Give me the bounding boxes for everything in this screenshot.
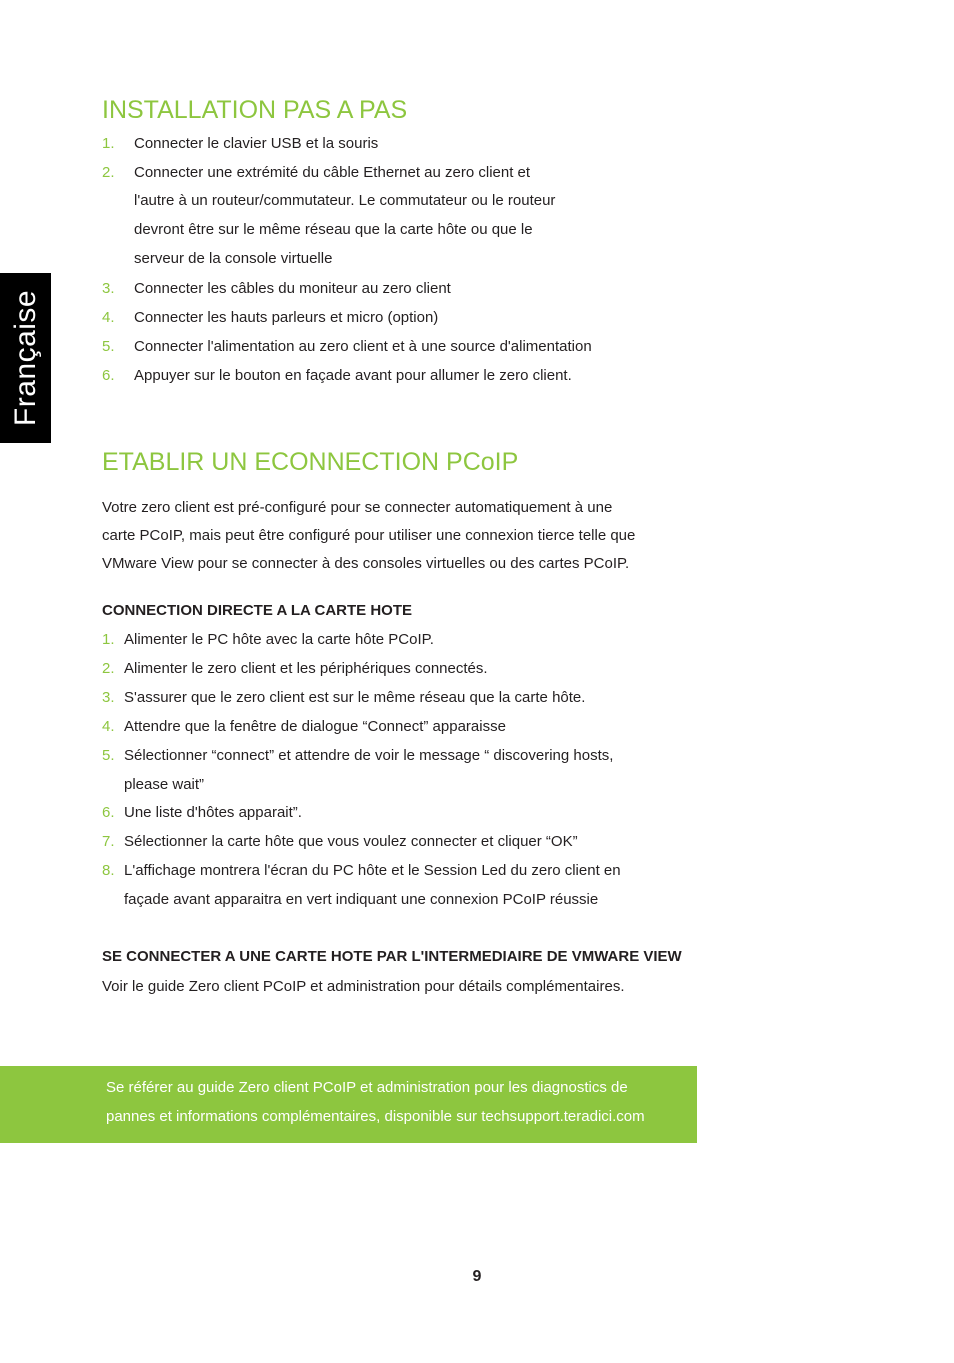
list-item-number: 7. [102, 833, 115, 850]
list-item-number: 1. [102, 135, 115, 152]
banner-line: pannes et informations complémentaires, disponible sur techsupport.teradici.com [106, 1108, 645, 1125]
list-item-continuation: l'autre à un routeur/commutateur. Le commutateur ou le routeur [134, 192, 556, 209]
list-item-number: 5. [102, 747, 115, 764]
list-item-continuation: serveur de la console virtuelle [134, 250, 333, 267]
list-item-number: 5. [102, 338, 115, 355]
section-title-installation: INSTALLATION PAS A PAS [102, 96, 408, 124]
banner-line: Se référer au guide Zero client PCoIP et administration pour les diagnostics de [106, 1079, 628, 1096]
language-tab [0, 273, 51, 443]
subsection-title-vmware: SE CONNECTER A UNE CARTE HOTE PAR L'INTERMEDIAIRE DE VMWARE VIEW [102, 948, 682, 965]
vmware-paragraph: Voir le guide Zero client PCoIP et administration pour détails complémentaires. [102, 978, 625, 995]
list-item-number: 3. [102, 280, 115, 297]
list-item: Sélectionner la carte hôte que vous voulez connecter et cliquer “OK” [124, 833, 578, 850]
list-item: Alimenter le PC hôte avec la carte hôte PCoIP. [124, 631, 434, 648]
list-item: Une liste d'hôtes apparait”. [124, 804, 302, 821]
list-item-number: 8. [102, 862, 115, 879]
subsection-title-direct: CONNECTION DIRECTE A LA CARTE HOTE [102, 602, 412, 619]
list-item: Alimenter le zero client et les périphériques connectés. [124, 660, 488, 677]
list-item-number: 2. [102, 164, 115, 181]
list-item-continuation: devront être sur le même réseau que la carte hôte ou que le [134, 221, 533, 238]
paragraph-line: VMware View pour se connecter à des consoles virtuelles ou des cartes PCoIP. [102, 555, 630, 572]
section-title-pcoip: ETABLIR UN ECONNECTION PCoIP [102, 448, 519, 476]
list-item-number: 3. [102, 689, 115, 706]
page-number: 9 [472, 1268, 482, 1285]
list-item-continuation: façade avant apparaitra en vert indiquant une connexion PCoIP réussie [124, 891, 599, 908]
list-item: Connecter les hauts parleurs et micro (option) [134, 309, 439, 326]
list-item-number: 6. [102, 804, 115, 821]
list-item: Connecter les câbles du moniteur au zero client [134, 280, 451, 297]
paragraph-line: Votre zero client est pré-configuré pour se connecter automatiquement à une [102, 499, 613, 516]
list-item-number: 6. [102, 367, 115, 384]
list-item: Sélectionner “connect” et attendre de voir le message “ discovering hosts, [124, 747, 614, 764]
list-item: S'assurer que le zero client est sur le même réseau que la carte hôte. [124, 689, 586, 706]
info-banner [0, 1066, 697, 1143]
list-item: Appuyer sur le bouton en façade avant pour allumer le zero client. [134, 367, 572, 384]
list-item: L'affichage montrera l'écran du PC hôte et le Session Led du zero client en [124, 862, 621, 879]
list-item-continuation: please wait” [124, 776, 205, 793]
list-item: Attendre que la fenêtre de dialogue “Connect” apparaisse [124, 718, 506, 735]
language-tab-label: Française [8, 289, 42, 427]
paragraph-line: carte PCoIP, mais peut être configuré pour utiliser une connexion tierce telle que [102, 527, 636, 544]
list-item-number: 1. [102, 631, 115, 648]
list-item-number: 2. [102, 660, 115, 677]
list-item: Connecter l'alimentation au zero client et à une source d'alimentation [134, 338, 592, 355]
list-item: Connecter le clavier USB et la souris [134, 135, 379, 152]
list-item: Connecter une extrémité du câble Ethernet au zero client et [134, 164, 531, 181]
list-item-number: 4. [102, 718, 115, 735]
list-item-number: 4. [102, 309, 115, 326]
